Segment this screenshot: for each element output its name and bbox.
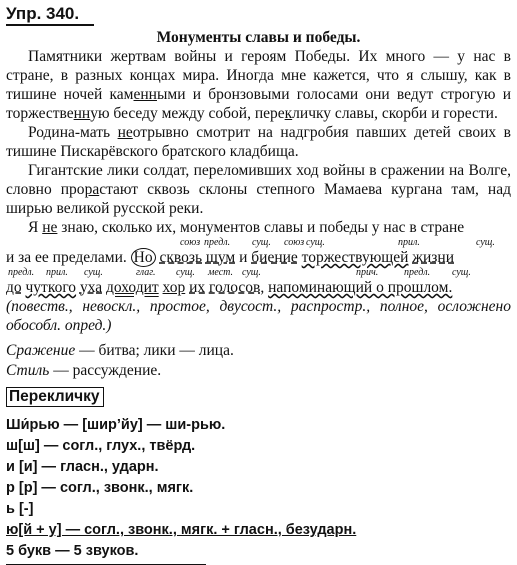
text-run: и xyxy=(235,249,252,266)
phonetic-line: и [и] — гласн., ударн. xyxy=(6,459,159,475)
exercise-page xyxy=(6,4,511,565)
paragraph-4-line-1 xyxy=(6,218,511,237)
pos-label: мест. xyxy=(208,267,233,278)
pos-label: сущ. xyxy=(84,267,103,278)
pos-label: предл. xyxy=(204,237,231,248)
pos-label: прич. xyxy=(356,267,379,278)
marked-text: енн xyxy=(133,86,157,103)
pos-label: предл. xyxy=(8,267,35,278)
text-run: ыми и бронзовыми голосами они ведут строгую и торжестве xyxy=(6,86,511,122)
marked-text: торжествующей xyxy=(301,249,409,266)
marked-text: к xyxy=(284,105,293,122)
marked-text: хор xyxy=(162,279,186,296)
text-run: Родина-мать xyxy=(28,124,118,141)
marked-text: жизни xyxy=(412,249,454,266)
phonetic-line: Ши́рью — [шир’йу] — ши-рью. xyxy=(6,417,226,433)
paragraph-1 xyxy=(6,47,511,123)
marked-text: до xyxy=(6,279,22,296)
text-run: личку славы, скорби и горести. xyxy=(292,105,498,122)
glossary xyxy=(6,341,511,381)
paragraph-4-line-3 xyxy=(6,278,511,297)
pos-label: союз xyxy=(180,237,201,248)
paragraph-4-line-2 xyxy=(6,248,511,267)
pos-label: сущ. xyxy=(476,237,495,248)
gloss-meaning: — битва; лики — лица. xyxy=(75,342,234,359)
marked-text: ра xyxy=(84,181,100,198)
paragraph-2 xyxy=(6,123,511,161)
text-run: стают сквозь склоны степного Мамаева кургана там, над ширью великой русской реки. xyxy=(6,181,511,217)
pos-label: прил. xyxy=(46,267,68,278)
marked-text: сквозь xyxy=(159,249,203,266)
pos-label: прил. xyxy=(398,237,420,248)
pos-label: сущ. xyxy=(176,267,195,278)
gloss-1 xyxy=(6,341,511,361)
marked-text: доходит xyxy=(106,279,159,296)
marked-text: уха xyxy=(79,279,103,296)
marked-text: напоминающий о прошлом. xyxy=(268,279,453,296)
gloss-word: Стиль xyxy=(6,362,50,379)
pos-label: сущ. xyxy=(452,267,471,278)
phonetic-line: 5 букв — 5 звуков. xyxy=(6,543,139,559)
pos-label: глаг. xyxy=(136,267,156,278)
text-run: Памятники жертвам войны и героям Победы. Их много — у нас в стране, в разных концах мира. Иногда мне кажется, что я слышу, как в тишине ночей кам xyxy=(6,48,511,103)
phonetic-line: ь [-] xyxy=(6,501,34,517)
phonetic-line: р [р] — согл., звонк., мягк. xyxy=(6,480,194,496)
text-run: отрывно смотрит на надгробия павших детей своих в тишине Пискарёвского братского кладбища. xyxy=(6,124,511,160)
text-run: Я xyxy=(28,219,43,236)
phonetic-line: ш[ш] — согл., глух., твёрд. xyxy=(6,438,196,454)
part-of-speech-annotation-1 xyxy=(6,237,511,248)
phonetic-line: ю[й + у] — согл., звонк., мягк. + гласн., безударн. xyxy=(6,522,357,538)
text-run: ую беседу между собой, пере xyxy=(90,105,285,122)
text-run: и за ее пределами. xyxy=(6,249,131,266)
pos-label: сущ. xyxy=(306,237,325,248)
marked-text: биение xyxy=(251,249,298,266)
morpheme-analysis-word: Перекличку xyxy=(6,387,104,407)
marked-text: нн xyxy=(73,105,91,122)
marked-text: не xyxy=(117,124,133,141)
paragraph-3 xyxy=(6,161,511,218)
marked-text: шум xyxy=(205,249,236,266)
text-body xyxy=(6,47,511,218)
pos-label: сущ. xyxy=(242,267,261,278)
text-title: Монументы славы и победы. xyxy=(156,29,361,46)
gloss-2 xyxy=(6,361,511,381)
sentence-analysis: (повеств., невоскл., простое, двусост., распростр., полное, осложнено обособл. опред.) xyxy=(6,298,511,334)
marked-text: не xyxy=(42,219,58,236)
pos-label: союз xyxy=(284,237,305,248)
pos-label: предл. xyxy=(404,267,431,278)
marked-text: Но xyxy=(131,248,156,267)
marked-text: чуткого xyxy=(25,279,77,296)
exercise-label: Упр. 340. xyxy=(6,4,94,26)
pos-label: сущ. xyxy=(252,237,271,248)
phonetic-analysis xyxy=(6,415,511,562)
gloss-word: Сражение xyxy=(6,342,76,359)
text-run: знаю, сколько их, монументов славы и победы у нас в стране xyxy=(57,219,465,236)
marked-text: их голосов, xyxy=(189,279,265,296)
text-run: Гигантские лики солдат, переломивших ход войны в сражении на Волге, словно про xyxy=(6,162,511,198)
part-of-speech-annotation-2 xyxy=(6,267,511,278)
gloss-meaning: — рассуждение. xyxy=(49,362,162,379)
